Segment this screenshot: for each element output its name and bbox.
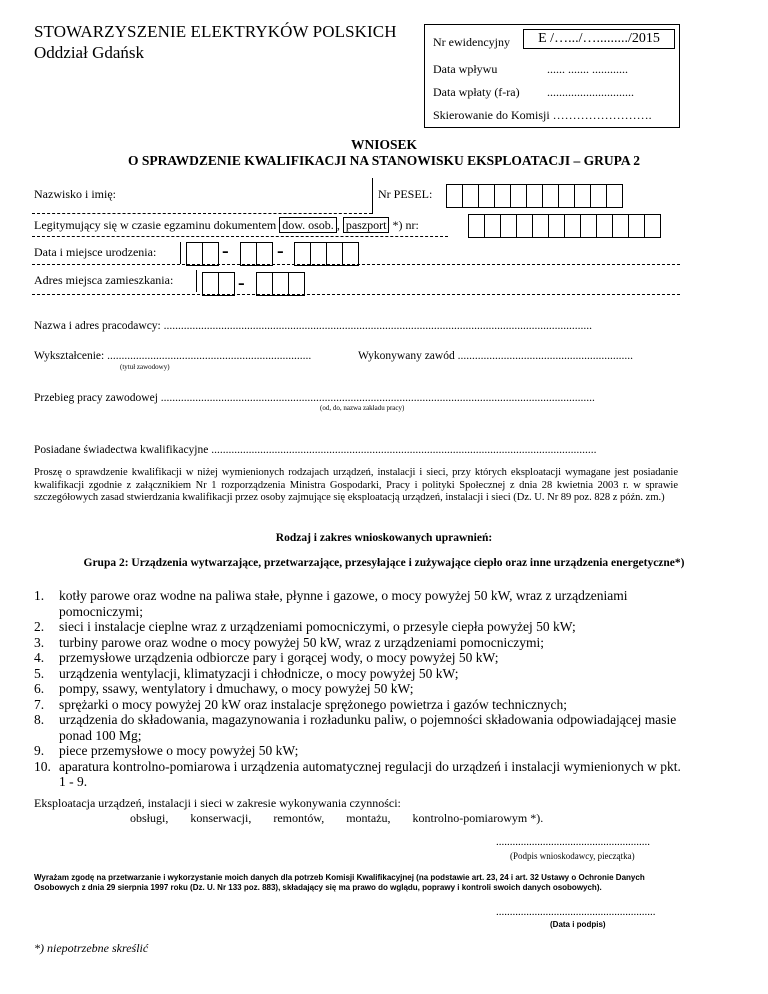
- organization-name: STOWARZYSZENIE ELEKTRYKÓW POLSKICH: [34, 22, 397, 41]
- list-item[interactable]: 2. sieci i instalacje cieplne wraz z urządzeniami pomocniczymi, o przesyle ciepła powyżej 50 kW;: [34, 619, 576, 634]
- address-label: Adres miejsca zamieszkania:: [34, 273, 174, 287]
- list-item[interactable]: 4. przemysłowe urządzenia odbiorcze pary i gorącej wody, o mocy powyżej 50 kW;: [34, 650, 499, 665]
- skierowanie-field[interactable]: Skierowanie do Komisji …………………….: [433, 108, 652, 122]
- education-note: (tytuł zawodowy): [120, 363, 170, 371]
- list-item[interactable]: 6. pompy, ssawy, wentylatory i dmuchawy, o mocy powyżej 50 kW;: [34, 681, 414, 696]
- footnote: *) niepotrzebne skreślić: [34, 941, 149, 955]
- comma: ,: [336, 218, 340, 232]
- activity-option[interactable]: konserwacji,: [190, 811, 252, 825]
- hyphen: -: [277, 240, 284, 262]
- list-item[interactable]: 9. piece przemysłowe o mocy powyżej 50 kW;: [34, 743, 299, 758]
- birth-label: Data i miejsce urodzenia:: [34, 245, 157, 259]
- date-signature-caption: (Data i podpis): [550, 920, 606, 929]
- organization-branch: Oddział Gdańsk: [34, 43, 145, 62]
- list-item[interactable]: 1. kotły parowe oraz wodne na paliwa stałe, płynne i gazowe, o mocy powyżej 50 kW, wraz z urządzeniami pomocniczymi;: [34, 588, 628, 619]
- postal-code-cells-2[interactable]: [256, 272, 304, 296]
- group-title: Grupa 2: Urządzenia wytwarzające, przetwarzające, przesyłające i zużywające ciepło oraz inne urządzenia energetyczne*): [83, 557, 685, 569]
- paszport-option[interactable]: paszport: [343, 217, 390, 233]
- profession-field[interactable]: Wykonywany zawód .............................................................: [358, 350, 633, 362]
- date-signature-line[interactable]: ..........................................................: [496, 906, 656, 918]
- birth-label-cell: [32, 242, 181, 264]
- list-item[interactable]: 3. turbiny parowe oraz wodne o mocy powyżej 50 kW, wraz z urządzeniami pomocniczymi;: [34, 634, 544, 650]
- postal-code-cells-1[interactable]: [202, 272, 234, 296]
- dow-osob-option[interactable]: dow. osob.: [279, 217, 337, 233]
- activity-option[interactable]: obsługi,: [130, 811, 169, 825]
- data-wplaty-label: Data wpłaty (f-ra): [433, 85, 520, 99]
- name-field[interactable]: [32, 178, 373, 214]
- divider: [32, 294, 680, 295]
- signature-line[interactable]: ........................................................: [496, 836, 650, 848]
- activity-option[interactable]: montażu,: [346, 811, 391, 825]
- id-document-row: [34, 218, 419, 233]
- pesel-label: Nr PESEL:: [378, 187, 433, 201]
- list-item[interactable]: 8. urządzenia do składowania, magazynowania i rozładunku paliw, o pojemności składowania odpowiadającej masie ponad 100 Mg;: [34, 712, 677, 743]
- activities-options: [130, 811, 543, 826]
- activity-option[interactable]: kontrolno-pomiarowym *).: [412, 811, 544, 825]
- data-wplywu-field[interactable]: ...... ....... ............: [547, 62, 628, 76]
- id-document-label: Legitymujący się w czasie egzaminu dokumentem: [34, 218, 277, 232]
- nr-ewidencyjny-field[interactable]: E /….../…........./2015: [523, 29, 675, 49]
- divider: [32, 236, 448, 237]
- hyphen: -: [238, 272, 245, 294]
- birth-day-cells[interactable]: [186, 242, 218, 266]
- registry-box: [424, 24, 680, 128]
- education-field[interactable]: Wykształcenie: .......................................................................: [34, 350, 312, 362]
- scope-list: [34, 588, 684, 790]
- scope-title: Rodzaj i zakres wnioskowanych uprawnień:: [275, 532, 493, 544]
- birth-month-cells[interactable]: [240, 242, 272, 266]
- activities-label: Eksploatacja urządzeń, instalacji i sieci w zakresie wykonywania czynności:: [34, 796, 401, 810]
- certificates-field[interactable]: Posiadane świadectwa kwalifikacyjne ......................................................................................................................................: [34, 444, 597, 456]
- pesel-cells[interactable]: [446, 184, 622, 208]
- data-wplaty-field[interactable]: .............................: [547, 85, 634, 99]
- data-wplywu-label: Data wpływu: [433, 62, 498, 76]
- request-paragraph: Proszę o sprawdzenie kwalifikacji w niżej wymienionych rodzajach urządzeń, instalacji i sieci, przy których eksploatacji wymagane jest posiadanie kwalifikacji zgodnie z załącznikiem Nr 1 rozporządzenia Ministra Gospodarki, Pracy i polityki Społecznej z dnia 28 kwietnia 2003 r. w sprawie szczegółowych zasad stwierdzania kwalifikacji przez osoby zajmujące się eksploatacją urządzeń, instalacji i sieci (Dz. U. Nr 89 poz. 828 z późn. zm.): [34, 467, 678, 503]
- list-item[interactable]: 7. sprężarki o mocy powyżej 20 kW oraz instalacje sprężonego powietrza i gazów technicznych;: [34, 696, 568, 712]
- activity-option[interactable]: remontów,: [273, 811, 325, 825]
- divider: [32, 264, 680, 265]
- hyphen: -: [222, 240, 229, 262]
- id-number-cells[interactable]: [468, 214, 660, 238]
- birth-year-cells[interactable]: [294, 242, 358, 266]
- data-consent: Wyrażam zgodę na przetwarzanie i wykorzystanie moich danych dla potrzeb Komisji Kwalifikacyjnej (na podstawie art. 23, 24 i art. 32 Ustawy o Ochronie Danych Osobowych z dnia 29 sierpnia 1997 roku (Dz. U. Nr 133 poz. 883), składający się ma prawo do wglądu, poprawy i kontroli swoich danych osobowych).: [34, 873, 645, 892]
- employer-field[interactable]: Nazwa i adres pracodawcy: .....................................................................................................................................................: [34, 320, 593, 332]
- list-item[interactable]: 5. urządzenia wentylacji, klimatyzacji i chłodnicze, o mocy powyżej 50 kW;: [34, 665, 459, 681]
- document-title: WNIOSEK: [350, 137, 418, 152]
- document-subtitle: O SPRAWDZENIE KWALIFIKACJI NA STANOWISKU EKSPLOATACJI – GRUPA 2: [127, 153, 641, 168]
- signature-caption: (Podpis wnioskodawcy, pieczątka): [510, 851, 635, 861]
- address-label-cell: [32, 270, 197, 292]
- id-number-label: *) nr:: [392, 218, 419, 232]
- nr-ewidencyjny-label: Nr ewidencyjny: [433, 35, 510, 49]
- career-field[interactable]: Przebieg pracy zawodowej .......................................................................................................................................................: [34, 392, 595, 404]
- list-item[interactable]: 10. aparatura kontrolno-pomiarowa i urządzenia automatycznej regulacji do urządzeń i instalacji wymienionych w pkt. 1 - 9.: [34, 758, 681, 789]
- divider: [32, 213, 372, 214]
- career-note: (od, do, nazwa zakładu pracy): [320, 404, 405, 412]
- name-label: Nazwisko i imię:: [34, 187, 116, 201]
